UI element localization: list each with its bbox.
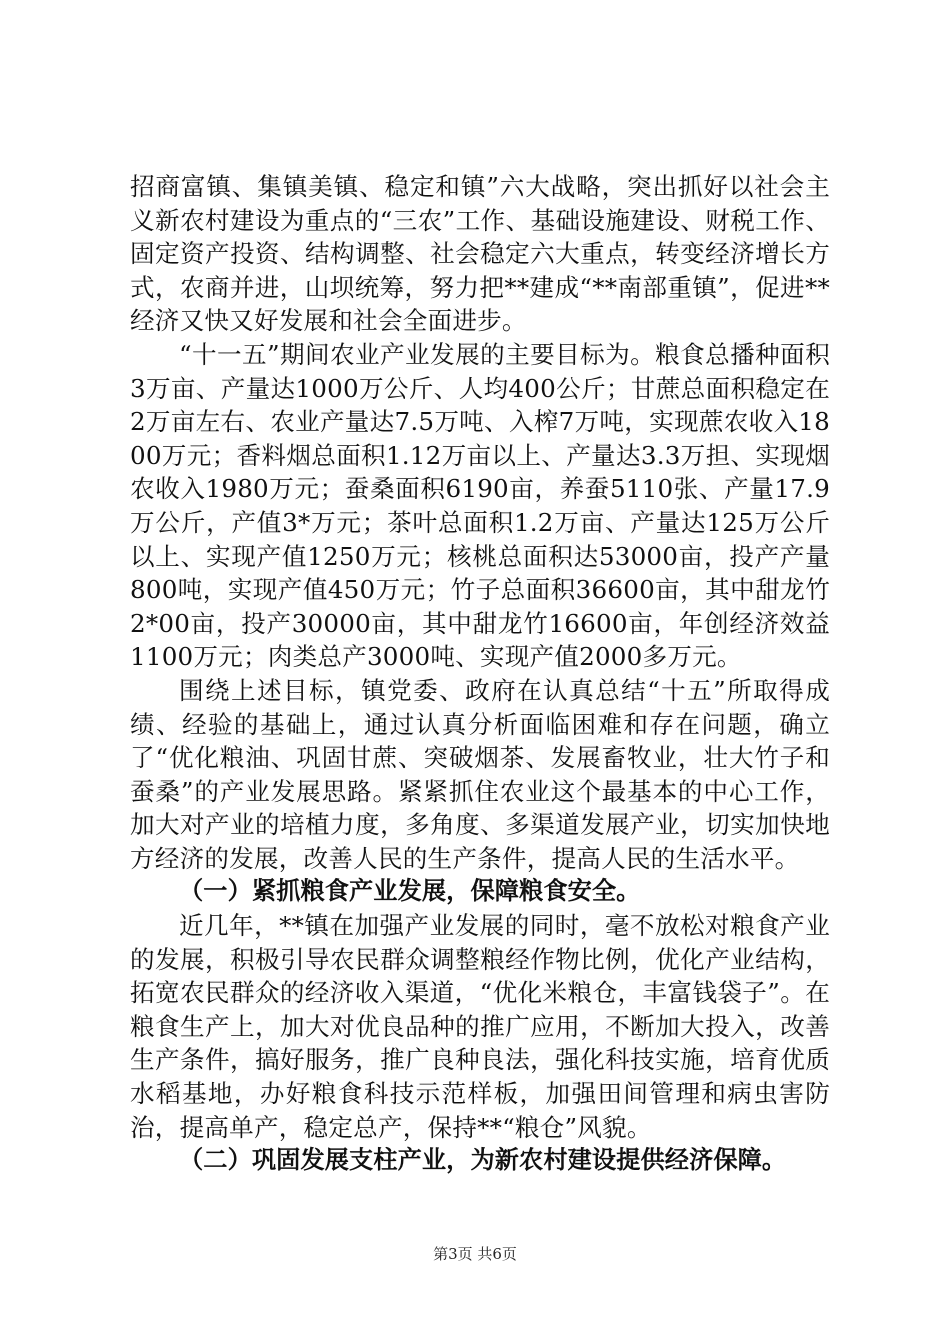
paragraph-agriculture-targets: “十一五”期间农业产业发展的主要目标为。粮食总播种面积3万亩、产量达1000万公斤、人均400公斤；甘蔗总面积稳定在2万亩左右、农业产量达7.5万吨、入榨7万吨，实现蔗农收入1800万元；香料烟总面积1.12万亩以上、产量达3.3万担、实现烟农收入1980万元；蚕桑面积6190亩，养蚕5110张、产量17.9万公斤，产值3*万元；茶叶总面积1.2万亩、产量达125万公斤以上、实现产值1250万元；核桃总面积达53000亩，投产产量800吨，实现产值450万元；竹子总面积36600亩，其中甜龙竹2*00亩，投产30000亩，其中甜龙竹16600亩，年创经济效益1100万元；肉类总产3000吨、实现产值2000多万元。: [130, 339, 830, 672]
section-heading-grain-security: （一）紧抓粮食产业发展，保障粮食安全。: [179, 877, 641, 906]
section-heading-pillar-industries: （二）巩固发展支柱产业，为新农村建设提供经济保障。: [179, 1146, 787, 1175]
document-body: [130, 170, 830, 1178]
paragraph-strategy-continuation: 招商富镇、集镇美镇、稳定和镇”六大战略，突出抓好以社会主义新农村建设为重点的“三农”工作、基础设施建设、财税工作、固定资产投资、结构调整、社会稳定六大重点，转变经济增长方式，农商并进，山坝统筹，努力把**建成“**南部重镇”，促进**经济又快又好发展和社会全面进步。: [130, 172, 830, 336]
paragraph-development-approach: 围绕上述目标，镇党委、政府在认真总结“十五”所取得成绩、经验的基础上，通过认真分析面临困难和存在问题，确立了“优化粮油、巩固甘蔗、突破烟茶、发展畜牧业，壮大竹子和蚕桑”的产业发展思路。紧紧抓住农业这个最基本的中心工作，加大对产业的培植力度，多角度、多渠道发展产业，切实加快地方经济的发展，改善人民的生产条件，提高人民的生活水平。: [130, 675, 830, 873]
page-number-footer: 第3页 共6页: [433, 1245, 517, 1263]
paragraph-grain-production: 近几年，**镇在加强产业发展的同时，毫不放松对粮食产业的发展，积极引导农民群众调整粮经作物比例，优化产业结构，拓宽农民群众的经济收入渠道，“优化米粮仓，丰富钱袋子”。在粮食生产上，加大对优良品种的推广应用，不断加大投入，改善生产条件，搞好服务，推广良种良法，强化科技实施，培育优质水稻基地，办好粮食科技示范样板，加强田间管理和病虫害防治，提高单产，稳定总产，保持**“粮仓”风貌。: [130, 911, 830, 1142]
